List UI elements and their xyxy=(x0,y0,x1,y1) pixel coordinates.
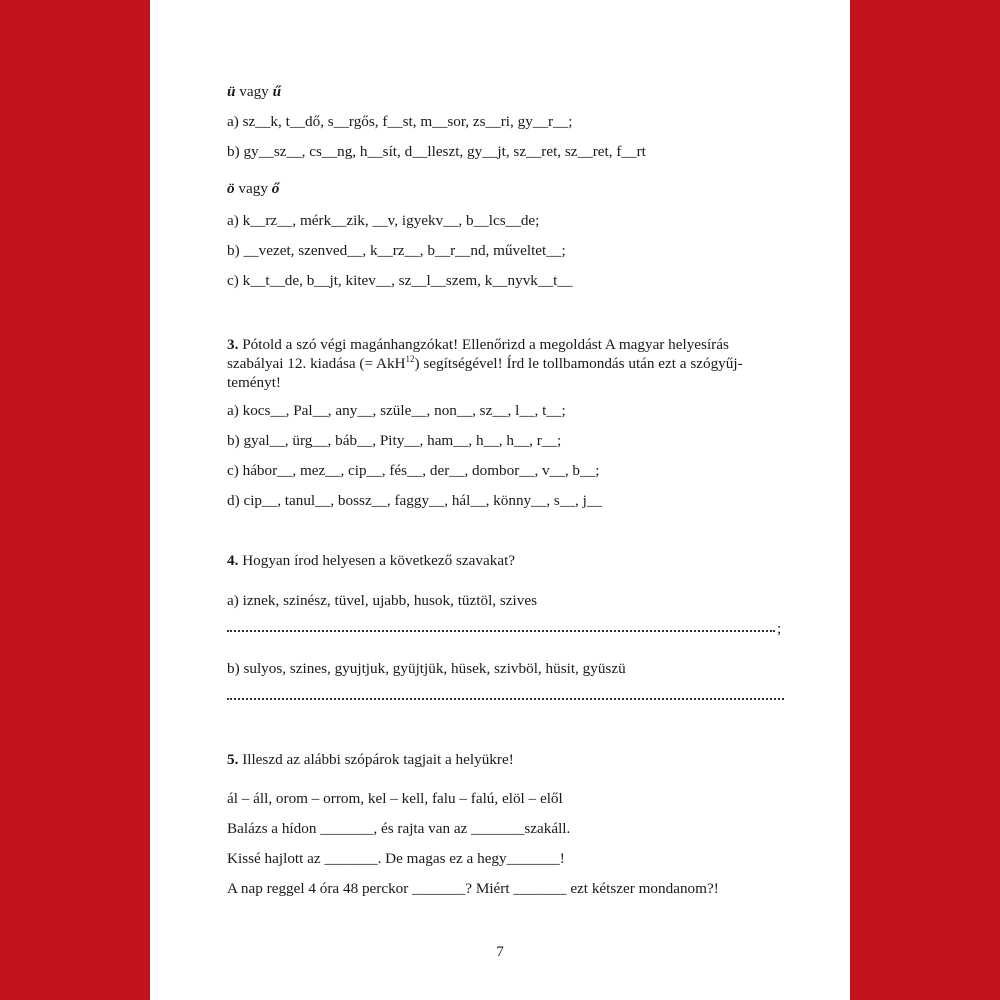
task3-line2 xyxy=(227,354,785,373)
page-number: 7 xyxy=(496,943,504,960)
superscript: 12 xyxy=(405,353,415,364)
heading-text: vagy xyxy=(234,180,272,197)
exercise-line: b) sulyos, szines, gyujtjuk, gyüjtjük, hüsek, szivböl, hüsit, gyüszü xyxy=(227,660,626,677)
exercise-line: A nap reggel 4 óra 48 perckor _______? Miért _______ ezt kétszer mondanom?! xyxy=(227,880,719,897)
task3-text: ) segítségével! Írd le tollbamondás után ezt a szógyűj- xyxy=(414,355,743,372)
workbook-page xyxy=(150,0,850,1000)
task-number: 3. xyxy=(227,336,239,353)
answer-dotted-line[interactable] xyxy=(227,694,784,700)
exercise-line: b) gyal__, ürg__, báb__, Pity__, ham__, h__, h__, r__; xyxy=(227,432,562,449)
task3-text: szabályai 12. kiadása (= AkH xyxy=(227,355,406,372)
exercise-line: d) cip__, tanul__, bossz__, faggy__, hál__, könny__, s__, j__ xyxy=(227,492,603,509)
task3-instructions xyxy=(227,335,785,392)
exercise-line: a) k__rz__, mérk__zik, __v, igyekv__, b__lcs__de; xyxy=(227,212,540,229)
task5-text: Illeszd az alábbi szópárok tagjait a helyükre! xyxy=(238,751,514,768)
line-end-semicolon: ; xyxy=(777,620,782,637)
word-pairs-line: ál – áll, orom – orrom, kel – kell, falu – falú, elöl – elől xyxy=(227,790,563,807)
heading-letter: ű xyxy=(272,83,282,100)
heading-letter: ö xyxy=(227,180,235,197)
heading-text: vagy xyxy=(235,83,273,100)
heading-letter: ü xyxy=(227,83,236,100)
exercise-line: a) iznek, szinész, tüvel, ujabb, husok, tüztöl, szives xyxy=(227,592,538,609)
task3-line1 xyxy=(227,335,785,354)
exercise-line: Kissé hajlott az _______. De magas ez a hegy_______! xyxy=(227,850,565,867)
heading-o-vagy-oo xyxy=(227,180,279,198)
exercise-line: b) gy__sz__, cs__ng, h__sít, d__lleszt, gy__jt, sz__ret, sz__ret, f__rt xyxy=(227,143,646,160)
exercise-line: c) k__t__de, b__jt, kitev__, sz__l__szem, k__nyvk__t__ xyxy=(227,272,573,289)
answer-dotted-line[interactable] xyxy=(227,626,775,632)
task5-instructions xyxy=(227,751,514,769)
exercise-line: a) kocs__, Pal__, any__, szüle__, non__, sz__, l__, t__; xyxy=(227,402,566,419)
task4-instructions xyxy=(227,552,515,570)
task3-text: Pótold a szó végi magánhangzókat! Ellenőrizd a megoldást A magyar helyesírás xyxy=(238,336,729,353)
task-number: 4. xyxy=(227,552,239,569)
exercise-line: Balázs a hídon _______, és rajta van az _______szakáll. xyxy=(227,820,571,837)
exercise-line: b) __vezet, szenved__, k__rz__, b__r__nd, műveltet__; xyxy=(227,242,566,259)
heading-letter: ő xyxy=(271,180,280,197)
exercise-line: a) sz__k, t__dő, s__rgős, f__st, m__sor, zs__ri, gy__r__; xyxy=(227,113,573,130)
heading-u-vagy-uu xyxy=(227,83,281,101)
task4-text: Hogyan írod helyesen a következő szavakat? xyxy=(238,552,516,569)
exercise-line: c) hábor__, mez__, cip__, fés__, der__, dombor__, v__, b__; xyxy=(227,462,600,479)
task-number: 5. xyxy=(227,751,239,768)
task3-line3: teményt! xyxy=(227,374,281,391)
